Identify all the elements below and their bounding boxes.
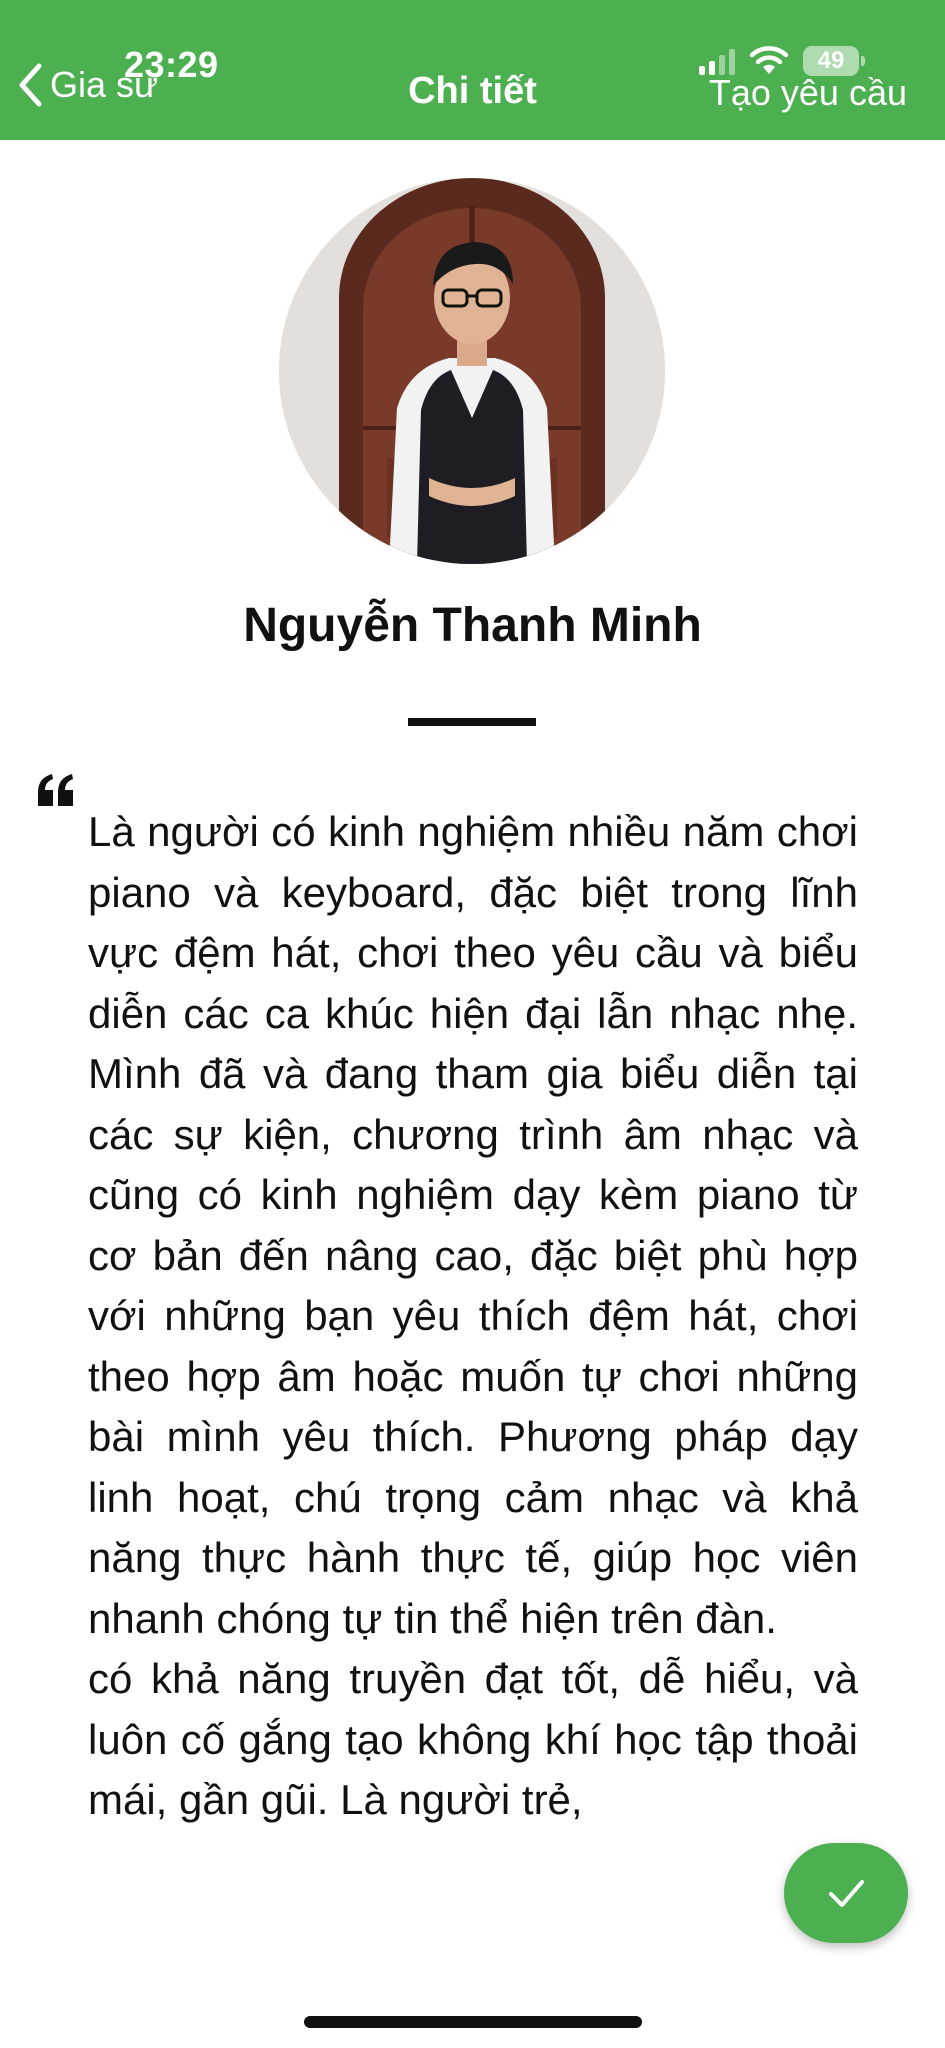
tutor-name: Nguyễn Thanh Minh: [243, 599, 702, 652]
home-indicator: [304, 2016, 642, 2028]
battery-icon: 49: [803, 46, 859, 76]
tutor-bio: [88, 802, 858, 1977]
divider: [408, 718, 536, 726]
bio-paragraph: có khả năng truyền đạt tốt, dễ hiểu, và luôn cố gắng tạo không khí học tập thoải mái, gần gũi. Là người trẻ,: [88, 1655, 858, 1823]
confirm-fab-button[interactable]: [784, 1843, 908, 1943]
nav-bar: [0, 0, 945, 140]
status-time: 23:29: [124, 44, 219, 85]
page-title: Chi tiết: [408, 70, 537, 112]
back-label: Gia sư: [50, 64, 159, 105]
create-request-button[interactable]: Tạo yêu cầu: [708, 72, 907, 113]
tutor-photo: [279, 178, 665, 564]
quote-icon: [36, 772, 76, 808]
avatar: [279, 178, 665, 564]
bio-paragraph: Là người có kinh nghiệm nhiều năm chơi piano và keyboard, đặc biệt trong lĩnh vực đệm hát, chơi theo yêu cầu và biểu diễn các ca khúc hiện đại lẫn nhạc nhẹ. Mình đã và đang tham gia biểu diễn tại các sự kiện, chương trình âm nhạc và cũng có kinh nghiệm dạy kèm piano từ cơ bản đến nâng cao, đặc biệt phù hợp với những bạn yêu thích đệm hát, chơi theo hợp âm hoặc muốn tự chơi những bài mình yêu thích. Phương pháp dạy linh hoạt, chú trọng cảm nhạc và khả năng thực hành thực tế, giúp học viên nhanh chóng tự tin thể hiện trên đàn.: [88, 808, 858, 1642]
check-icon: [824, 1871, 868, 1915]
